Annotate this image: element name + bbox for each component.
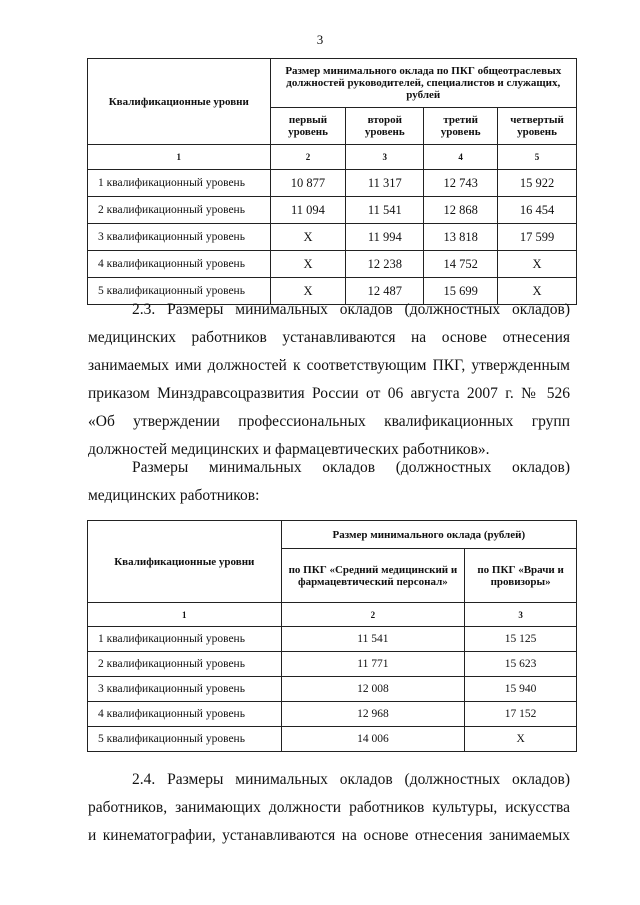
table1-col-header: первый уровень: [270, 108, 346, 145]
salary-table-medical: [87, 520, 577, 752]
text-line: занимаемых ими должностей к соответствующим ПКГ, утвержденным: [88, 357, 570, 374]
table-row: [88, 627, 577, 652]
table1-col-number: 4: [424, 145, 498, 170]
table-cell: 11 771: [281, 652, 465, 677]
table-cell: 13 818: [424, 224, 498, 251]
table-cell: 12 238: [346, 251, 424, 278]
text-line: 2.3. Размеры минимальных окладов (должностных окладов): [132, 301, 570, 318]
table-cell: X: [270, 224, 346, 251]
table-cell: 17 152: [465, 702, 577, 727]
row-label: 3 квалификационный уровень: [88, 224, 271, 251]
table-cell: 14 006: [281, 727, 465, 752]
table-cell: 16 454: [498, 197, 577, 224]
table2-col-number: 2: [281, 603, 465, 627]
table2-col-header: по ПКГ «Врачи и провизоры»: [465, 549, 577, 603]
table2-row-header: Квалификационные уровни: [88, 521, 282, 603]
text-line: медицинских работников:: [88, 487, 260, 504]
table-cell: 11 317: [346, 170, 424, 197]
row-label: 5 квалификационный уровень: [88, 727, 282, 752]
table1-row-header: Квалификационные уровни: [88, 59, 271, 145]
text-line: приказом Минздравсоцразвития России от 06 августа 2007 г. № 526: [88, 385, 570, 402]
table-cell: 15 940: [465, 677, 577, 702]
row-label: 1 квалификационный уровень: [88, 170, 271, 197]
page-number: 3: [316, 32, 324, 47]
table1-group-header: Размер минимального оклада по ПКГ общеотраслевых должностей руководителей, специалистов и служащих, рублей: [270, 59, 576, 108]
table-cell: 12 487: [346, 278, 424, 305]
table2-col-header: по ПКГ «Средний медицинский и фармацевтический персонал»: [281, 549, 465, 603]
table-cell: 12 743: [424, 170, 498, 197]
table1-col-number: 5: [498, 145, 577, 170]
text-line: должностей медицинских и фармацевтических работников».: [88, 441, 490, 458]
table-cell: X: [465, 727, 577, 752]
text-line: «Об утверждении профессиональных квалификационных групп: [88, 413, 570, 430]
table-cell: 12 968: [281, 702, 465, 727]
row-label: 1 квалификационный уровень: [88, 627, 282, 652]
table-cell: X: [498, 278, 577, 305]
table2-col-number: 1: [88, 603, 282, 627]
table-cell: 11 994: [346, 224, 424, 251]
row-label: 2 квалификационный уровень: [88, 197, 271, 224]
table-cell: 11 541: [346, 197, 424, 224]
table-cell: 15 922: [498, 170, 577, 197]
table-cell: 14 752: [424, 251, 498, 278]
text-line: Размеры минимальных окладов (должностных окладов): [132, 459, 570, 476]
paragraph-sizes: [88, 454, 570, 510]
table-cell: 12 008: [281, 677, 465, 702]
table-cell: 11 094: [270, 197, 346, 224]
table-row: [88, 251, 577, 278]
table-cell: 15 699: [424, 278, 498, 305]
table-row: [88, 702, 577, 727]
text-line: и кинематографии, устанавливаются на основе отнесения занимаемых: [88, 827, 570, 844]
text-line: 2.4. Размеры минимальных окладов (должностных окладов): [132, 771, 570, 788]
table-cell: 12 868: [424, 197, 498, 224]
paragraph-2-4: [88, 766, 570, 850]
table-cell: 17 599: [498, 224, 577, 251]
table-row: [88, 652, 577, 677]
row-label: 5 квалификационный уровень: [88, 278, 271, 305]
table-row: [88, 727, 577, 752]
table-cell: X: [270, 278, 346, 305]
table1-col-number: 2: [270, 145, 346, 170]
salary-table-general: [87, 58, 577, 305]
table-row: [88, 677, 577, 702]
table2-col-number: 3: [465, 603, 577, 627]
table-row: [88, 170, 577, 197]
table1-col-header: второй уровень: [346, 108, 424, 145]
table2-group-header: Размер минимального оклада (рублей): [281, 521, 576, 549]
table1-col-header: третий уровень: [424, 108, 498, 145]
row-label: 3 квалификационный уровень: [88, 677, 282, 702]
text-line: медицинских работников устанавливаются на основе отнесения: [88, 329, 570, 346]
paragraph-2-3: [88, 296, 570, 464]
table-cell: 10 877: [270, 170, 346, 197]
table1-col-number: 3: [346, 145, 424, 170]
table-cell: 15 125: [465, 627, 577, 652]
table1-col-number: 1: [88, 145, 271, 170]
table1-col-header: четвертый уровень: [498, 108, 577, 145]
table-cell: 15 623: [465, 652, 577, 677]
row-label: 4 квалификационный уровень: [88, 702, 282, 727]
row-label: 4 квалификационный уровень: [88, 251, 271, 278]
text-line: работников, занимающих должности работников культуры, искусства: [88, 799, 570, 816]
row-label: 2 квалификационный уровень: [88, 652, 282, 677]
table-row: [88, 224, 577, 251]
table-cell: X: [270, 251, 346, 278]
table-cell: X: [498, 251, 577, 278]
table-row: [88, 197, 577, 224]
table-cell: 11 541: [281, 627, 465, 652]
